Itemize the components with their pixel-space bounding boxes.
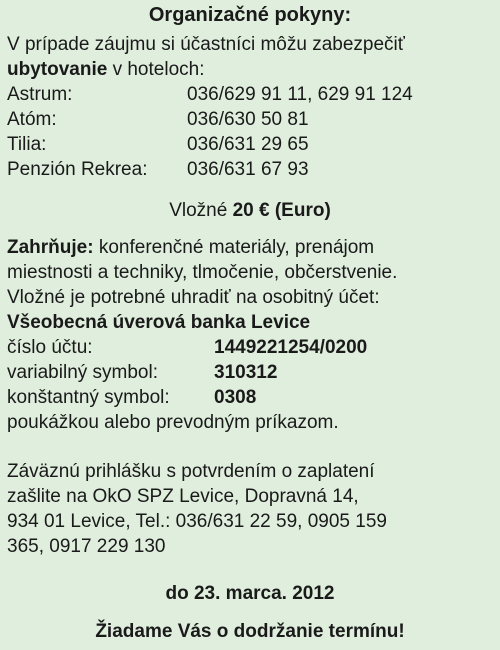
fee-amount: 20 € (Euro) (232, 200, 331, 221)
hotel-row (7, 158, 309, 183)
includes-line-1 (7, 236, 374, 261)
accommodation-keyword: ubytovanie (7, 59, 108, 80)
deadline: do 23. marca. 2012 (165, 583, 335, 604)
hotel-name: Tilia: (7, 134, 47, 155)
registration-line-3: 934 01 Levice, Tel.: 036/631 22 59, 0905 159 (7, 511, 387, 532)
constant-symbol-row (7, 386, 257, 411)
hotel-name: Penzión Rekrea: (7, 159, 148, 180)
hotel-name: Atóm: (7, 109, 57, 130)
hotel-name: Astrum: (7, 84, 73, 105)
account-label: číslo účtu: (7, 337, 93, 358)
hotel-phone: 036/630 50 81 (187, 109, 309, 130)
hotel-row (7, 108, 309, 133)
payment-note: poukážkou alebo prevodným príkazom. (7, 412, 339, 433)
account-value: 1449221254/0200 (214, 337, 368, 358)
hotel-row (7, 83, 413, 108)
variable-symbol-row (7, 361, 278, 386)
hotel-phone: 036/631 67 93 (187, 159, 309, 180)
accommodation-intro-2 (7, 58, 204, 83)
hotel-row (7, 133, 309, 158)
hotel-phone: 036/629 91 11, 629 91 124 (187, 84, 413, 105)
payment-instruction: Vložné je potrebné uhradiť na osobitný účet: (7, 287, 380, 308)
constant-symbol-value: 0308 (214, 387, 257, 408)
variable-symbol-value: 310312 (214, 362, 278, 383)
constant-symbol-label: konštantný symbol: (7, 387, 170, 408)
registration-line-4: 365, 0917 229 130 (7, 536, 166, 557)
bank-name: Všeobecná úverová banka Levice (7, 312, 311, 333)
registration-line-1: Záväznú prihlášku s potvrdením o zaplatení (7, 461, 375, 482)
accommodation-intro: V prípade záujmu si účastníci môžu zabezpečiť (7, 34, 405, 55)
hotel-phone: 036/631 29 65 (187, 134, 309, 155)
fee-line (0, 199, 500, 224)
account-row (7, 336, 368, 361)
includes-text: konferenčné materiály, prenájom (93, 237, 375, 258)
closing-note: Žiadame Vás o dodržanie termínu! (95, 621, 405, 642)
includes-line-2: miestnosti a techniky, tlmočenie, občerstvenie. (7, 262, 398, 283)
registration-line-2: zašlite na OkO SPZ Levice, Dopravná 14, (7, 486, 359, 507)
variable-symbol-label: variabilný symbol: (7, 362, 158, 383)
title: Organizačné pokyny: (148, 4, 352, 26)
includes-label: Zahrňuje: (7, 237, 94, 258)
fee-label: Vložné (169, 200, 233, 221)
accommodation-intro-rest: v hoteloch: (107, 59, 205, 80)
